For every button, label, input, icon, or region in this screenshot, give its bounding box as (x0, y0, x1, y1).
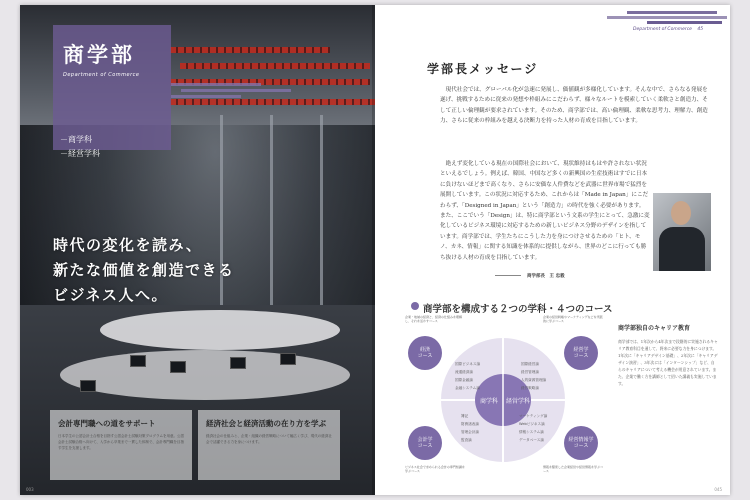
course-desc-top-right: 企業の経営戦略やマーケティングなどを実践的に学ぶコース (543, 315, 603, 323)
running-header-page: 45 (697, 27, 704, 32)
bullet-icon (411, 302, 419, 310)
career-text: 商学部では、1年次から4年次まで段階的に実施されるキャリア教育科目を通して、将来に必要な力を身につけます。1年次に「キャリアデザイン基礎」、2年次に「キャリアデザイン演習」、3年次には「インターンシップ」など、自らのキャリアについて考える機会が用意されています。また、企業で働く方を講師として招いた講義も実施しています。 (618, 339, 718, 386)
message-title: 学部長メッセージ (427, 62, 539, 76)
feature-card-heading: 経済社会と経済活動の在り方を学ぶ (206, 419, 326, 428)
feature-card-heading: 会計専門職への道をサポート (58, 419, 156, 428)
headline-line: ビジネス人へ。 (53, 286, 169, 304)
svg-text:Webビジネス論: Webビジネス論 (519, 422, 545, 426)
monitor-icon (80, 380, 96, 392)
department-title-box (53, 25, 171, 150)
course-label: 経営学コース (573, 347, 589, 359)
department-title: 商学部 (63, 42, 135, 67)
message-body (440, 159, 650, 263)
svg-text:財務諸表論: 財務諸表論 (461, 422, 479, 426)
right-page (375, 5, 730, 495)
feature-card-text: 経済社会の仕組みと、企業・組織の経営戦略について幅広く学び、現代の経済社会で活躍できる力を身につけます。 (206, 434, 332, 444)
trading-desk (60, 350, 350, 400)
department-title-en: Department of Commerce (63, 72, 140, 78)
course-label: 経済コース (417, 347, 433, 359)
page-number: 003 (26, 487, 34, 492)
svg-text:経営管理論: 経営管理論 (521, 370, 539, 374)
feature-card-text: 日本学生の公認会計士合格を目指す公認会計士試験対策プログラムを用意。公認会計士試験合格へ向けて、入学から卒業まで一貫した体制で、会計専門職を目指す学生を支援します。 (58, 434, 184, 450)
career-title: 商学部独自のキャリア教育 (618, 325, 691, 332)
message-paragraph: 現代社会では、グローバル化が急速に発展し、価値観が多様化しています。そんな中で、さらなる発展を遂げ、挑戦するために従来の発想や枠組みにこだわらず、様々なルートを模索していく柔軟さと創造力、そして正しい倫理観が要求されています。そのため、商学部では、高い倫理観、柔軟な思考力、理解力、創造力、さらに従来の枠組みを越える決断力を持った人材の育成を目指しています。 (440, 87, 708, 125)
course-diagram (403, 315, 603, 485)
svg-text:簿記: 簿記 (461, 414, 469, 418)
course-label: 経営情報学コース (568, 437, 594, 449)
feature-card (50, 410, 192, 480)
headline-line: 時代の変化を読み、 (53, 236, 203, 254)
message-paragraph: 絶えず変化している現在の国際社会において、現状維持はもはや許されない状況といえるでしょう。例えば、韓国、中国など多くの新興国の生産技術はすでに日本に負けないほどまで高くなり、さらに安価な人件費などを武器に世界市場で猛烈を展開しています。この状況に対応するため、これからは「Made in Japan」にこだわらず、「Designed in Japan」という「創造力」の時代を強く必要があります。また、ここでいう「Design」は、特に商学部という文系の学生にとって、急激に変化しているビジネス環境に対応するための新しいビジネス分野のデザインを指しています。商学部では、学生たちにこうした力を身につけさせるための「ヒト、モノ、カネ、情報」に関する知識を体系的に提供しながら、世界のどこに行っても勝ち抜ける人材の育成を目指しています。 (440, 161, 650, 261)
svg-text:国際経営論: 国際経営論 (521, 362, 539, 366)
decorative-bars (171, 83, 301, 113)
department-list (60, 133, 100, 161)
monitor-icon (130, 355, 146, 367)
svg-text:経営戦略論: 経営戦略論 (521, 386, 539, 390)
svg-text:管理会計論: 管理会計論 (461, 430, 479, 434)
message-body (440, 85, 708, 127)
center-left-label: 商学科 (479, 398, 499, 405)
svg-text:人的資源管理論: 人的資源管理論 (521, 378, 547, 382)
svg-text:国際ビジネス論: 国際ビジネス論 (455, 362, 481, 366)
department-item: －商学科 (60, 135, 92, 144)
monitor-icon (280, 353, 296, 365)
section-title: 商学部を構成する２つの学科・４つのコース (423, 304, 613, 315)
svg-text:国際金融論: 国際金融論 (455, 378, 473, 382)
feature-card (198, 410, 340, 480)
signature (495, 273, 565, 279)
glass-pillar (270, 115, 273, 315)
course-desc-bottom-left: ビジネス社会で求められる会計の専門知識を学ぶコース (405, 465, 465, 473)
signature-text: 商学部長 王 忠毅 (527, 274, 565, 279)
headline (53, 233, 235, 308)
running-header (633, 27, 703, 32)
stock-ticker-board (170, 47, 330, 53)
page-number: 045 (714, 487, 722, 492)
glass-pillar (320, 115, 323, 325)
svg-text:監査論: 監査論 (461, 438, 472, 442)
monitor-icon (230, 357, 246, 369)
department-item: －経営学科 (60, 149, 100, 158)
magazine-spread (20, 5, 730, 495)
svg-text:金融システム論: 金融システム論 (455, 386, 480, 390)
course-desc-bottom-right: 情報を駆使した企業経営や経営情報を学ぶコース (543, 465, 603, 473)
stock-ticker-board (180, 63, 370, 69)
svg-text:情報システム論: 情報システム論 (519, 430, 544, 434)
course-desc-top-left: 企業・地域の経済と、経済の仕組みを理解し、それを活かすコース (405, 315, 463, 323)
career-section (618, 323, 718, 387)
monitor-icon (170, 361, 186, 373)
left-page (20, 5, 375, 495)
svg-text:流通経済論: 流通経済論 (455, 370, 473, 374)
svg-text:データベース論: データベース論 (519, 438, 544, 442)
dean-portrait (653, 193, 711, 271)
headline-line: 新たな価値を創造できる (53, 261, 235, 279)
trading-desk (100, 310, 340, 350)
running-header-label: Department of Commerce (633, 27, 692, 32)
svg-text:マーケティング論: マーケティング論 (519, 414, 548, 418)
course-label: 会計学コース (417, 437, 433, 449)
center-right-label: 経営学科 (505, 398, 531, 405)
